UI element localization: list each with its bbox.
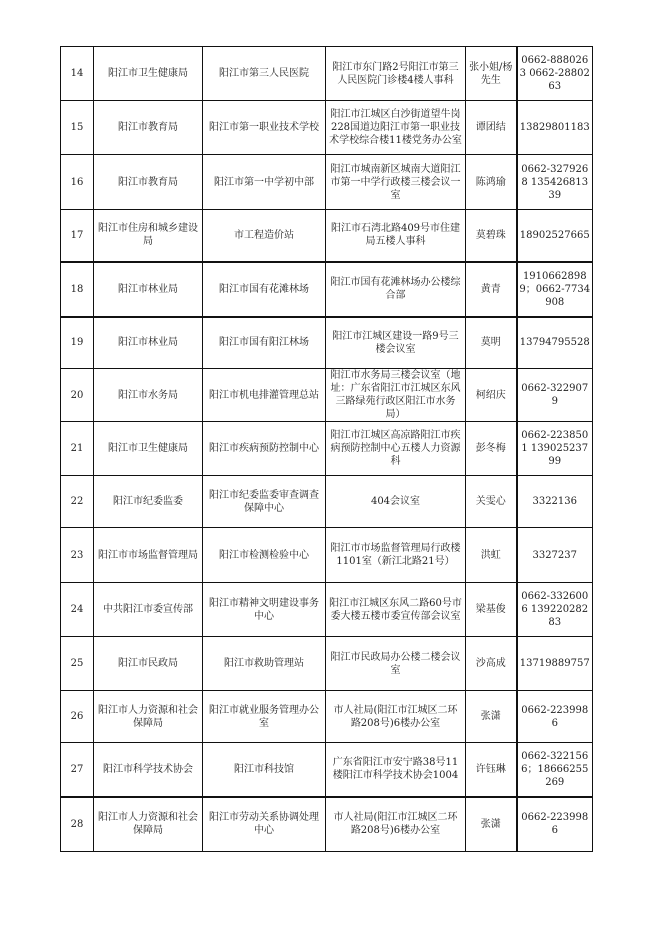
phone-cell: 13829801183 (517, 101, 593, 155)
contact-person-cell: 莫碧珠 (466, 210, 517, 262)
contact-person-cell: 黄青 (466, 262, 517, 317)
address-cell: 市人社局(阳江市江城区二环路208号)6楼办公室 (326, 797, 466, 852)
table-row (61, 47, 593, 101)
address-cell: 阳江市石湾北路409号市住建局五楼人事科 (326, 210, 466, 262)
contact-person-cell: 莫明 (466, 317, 517, 369)
phone-cell: 3327237 (517, 528, 593, 583)
table-row (61, 743, 593, 797)
unit-cell: 阳江市第一中学初中部 (203, 155, 326, 210)
department-cell: 阳江市林业局 (94, 317, 203, 369)
phone-cell: 0662-3279268 13542681339 (517, 155, 593, 210)
department-cell: 中共阳江市委宣传部 (94, 583, 203, 637)
phone-cell: 13794795528 (517, 317, 593, 369)
phone-cell: 0662-3326006 13922028283 (517, 583, 593, 637)
address-cell: 404会议室 (326, 476, 466, 528)
contact-person-cell: 张小姐/杨先生 (466, 47, 517, 101)
row-number: 26 (61, 691, 94, 743)
phone-cell: 13719889757 (517, 637, 593, 691)
department-cell: 阳江市教育局 (94, 155, 203, 210)
row-number: 14 (61, 47, 94, 101)
contact-table (60, 46, 593, 852)
row-number: 22 (61, 476, 94, 528)
unit-cell: 阳江市疾病预防控制中心 (203, 422, 326, 476)
address-cell: 阳江市江城区白沙街道望牛岗228国道边阳江市第一职业技术学校综合楼11楼党务办公室 (326, 101, 466, 155)
row-number: 27 (61, 743, 94, 797)
address-cell: 阳江市江城区建设一路9号三楼会议室 (326, 317, 466, 369)
table-row (61, 317, 593, 369)
unit-cell: 阳江市科技馆 (203, 743, 326, 797)
table-row (61, 583, 593, 637)
contact-person-cell: 许钰琳 (466, 743, 517, 797)
address-cell: 阳江市江城区高凉路阳江市疾病预防控制中心五楼人力资源科 (326, 422, 466, 476)
row-number: 28 (61, 797, 94, 852)
contact-person-cell: 张潇 (466, 691, 517, 743)
address-cell: 阳江市民政局办公楼二楼会议室 (326, 637, 466, 691)
phone-cell: 0662-8880263 0662-2880263 (517, 47, 593, 101)
unit-cell: 阳江市国有花滩林场 (203, 262, 326, 317)
row-number: 24 (61, 583, 94, 637)
phone-cell: 0662-2238501 13902523799 (517, 422, 593, 476)
table-row (61, 155, 593, 210)
address-cell: 广东省阳江市安宁路38号11楼阳江市科学技术协会1004 (326, 743, 466, 797)
table-row (61, 637, 593, 691)
row-number: 20 (61, 369, 94, 422)
row-number: 21 (61, 422, 94, 476)
department-cell: 阳江市教育局 (94, 101, 203, 155)
row-number: 17 (61, 210, 94, 262)
unit-cell: 阳江市第三人民医院 (203, 47, 326, 101)
row-number: 25 (61, 637, 94, 691)
row-number: 23 (61, 528, 94, 583)
table-row (61, 797, 593, 852)
phone-cell: 18902527665 (517, 210, 593, 262)
row-number: 15 (61, 101, 94, 155)
table-row (61, 101, 593, 155)
row-number: 16 (61, 155, 94, 210)
row-number: 18 (61, 262, 94, 317)
phone-cell: 19106628989；0662-7734908 (517, 262, 593, 317)
contact-person-cell: 陈鸿瑜 (466, 155, 517, 210)
department-cell: 阳江市人力资源和社会保障局 (94, 797, 203, 852)
table-row (61, 262, 593, 317)
department-cell: 阳江市卫生健康局 (94, 47, 203, 101)
row-number: 19 (61, 317, 94, 369)
phone-cell: 3322136 (517, 476, 593, 528)
department-cell: 阳江市林业局 (94, 262, 203, 317)
contact-person-cell: 洪虹 (466, 528, 517, 583)
address-cell: 阳江市市场监督管理局行政楼1101室（新江北路21号） (326, 528, 466, 583)
contact-person-cell: 梁基俊 (466, 583, 517, 637)
unit-cell: 阳江市救助管理站 (203, 637, 326, 691)
department-cell: 阳江市人力资源和社会保障局 (94, 691, 203, 743)
table-body (61, 47, 593, 852)
contact-person-cell: 张潇 (466, 797, 517, 852)
table-row (61, 476, 593, 528)
contact-person-cell: 沙高成 (466, 637, 517, 691)
department-cell: 阳江市住房和城乡建设局 (94, 210, 203, 262)
unit-cell: 阳江市第一职业技术学校 (203, 101, 326, 155)
department-cell: 阳江市纪委监委 (94, 476, 203, 528)
department-cell: 阳江市科学技术协会 (94, 743, 203, 797)
address-cell: 阳江市国有花滩林场办公楼综合部 (326, 262, 466, 317)
address-cell: 阳江市城南新区城南大道阳江市第一中学行政楼三楼会议一室 (326, 155, 466, 210)
table-row (61, 528, 593, 583)
unit-cell: 阳江市就业服务管理办公室 (203, 691, 326, 743)
unit-cell: 阳江市国有阳江林场 (203, 317, 326, 369)
address-cell: 市人社局(阳江市江城区二环路208号)6楼办公室 (326, 691, 466, 743)
address-cell: 阳江市江城区东风二路60号市委大楼五楼市委宣传部会议室 (326, 583, 466, 637)
department-cell: 阳江市卫生健康局 (94, 422, 203, 476)
contact-person-cell: 柯绍庆 (466, 369, 517, 422)
address-cell: 阳江市东门路2号阳江市第三人民医院门诊楼4楼人事科 (326, 47, 466, 101)
department-cell: 阳江市水务局 (94, 369, 203, 422)
phone-cell: 0662-3229079 (517, 369, 593, 422)
phone-cell: 0662-2239986 (517, 797, 593, 852)
unit-cell: 阳江市检测检验中心 (203, 528, 326, 583)
contact-person-cell: 彭冬梅 (466, 422, 517, 476)
phone-cell: 0662-2239986 (517, 691, 593, 743)
contact-person-cell: 谭团结 (466, 101, 517, 155)
unit-cell: 阳江市精神文明建设事务中心 (203, 583, 326, 637)
department-cell: 阳江市民政局 (94, 637, 203, 691)
phone-cell: 0662-3221566；18666255269 (517, 743, 593, 797)
address-cell: 阳江市水务局三楼会议室（地址：广东省阳江市江城区东风三路绿苑行政区阳江市水务局） (326, 369, 466, 422)
table-row (61, 691, 593, 743)
unit-cell: 阳江市机电排灌管理总站 (203, 369, 326, 422)
unit-cell: 阳江市纪委监委审查调查保障中心 (203, 476, 326, 528)
table-row (61, 422, 593, 476)
table-row (61, 369, 593, 422)
table-row (61, 210, 593, 262)
unit-cell: 阳江市劳动关系协调处理中心 (203, 797, 326, 852)
unit-cell: 市工程造价站 (203, 210, 326, 262)
contact-person-cell: 关雯心 (466, 476, 517, 528)
department-cell: 阳江市市场监督管理局 (94, 528, 203, 583)
